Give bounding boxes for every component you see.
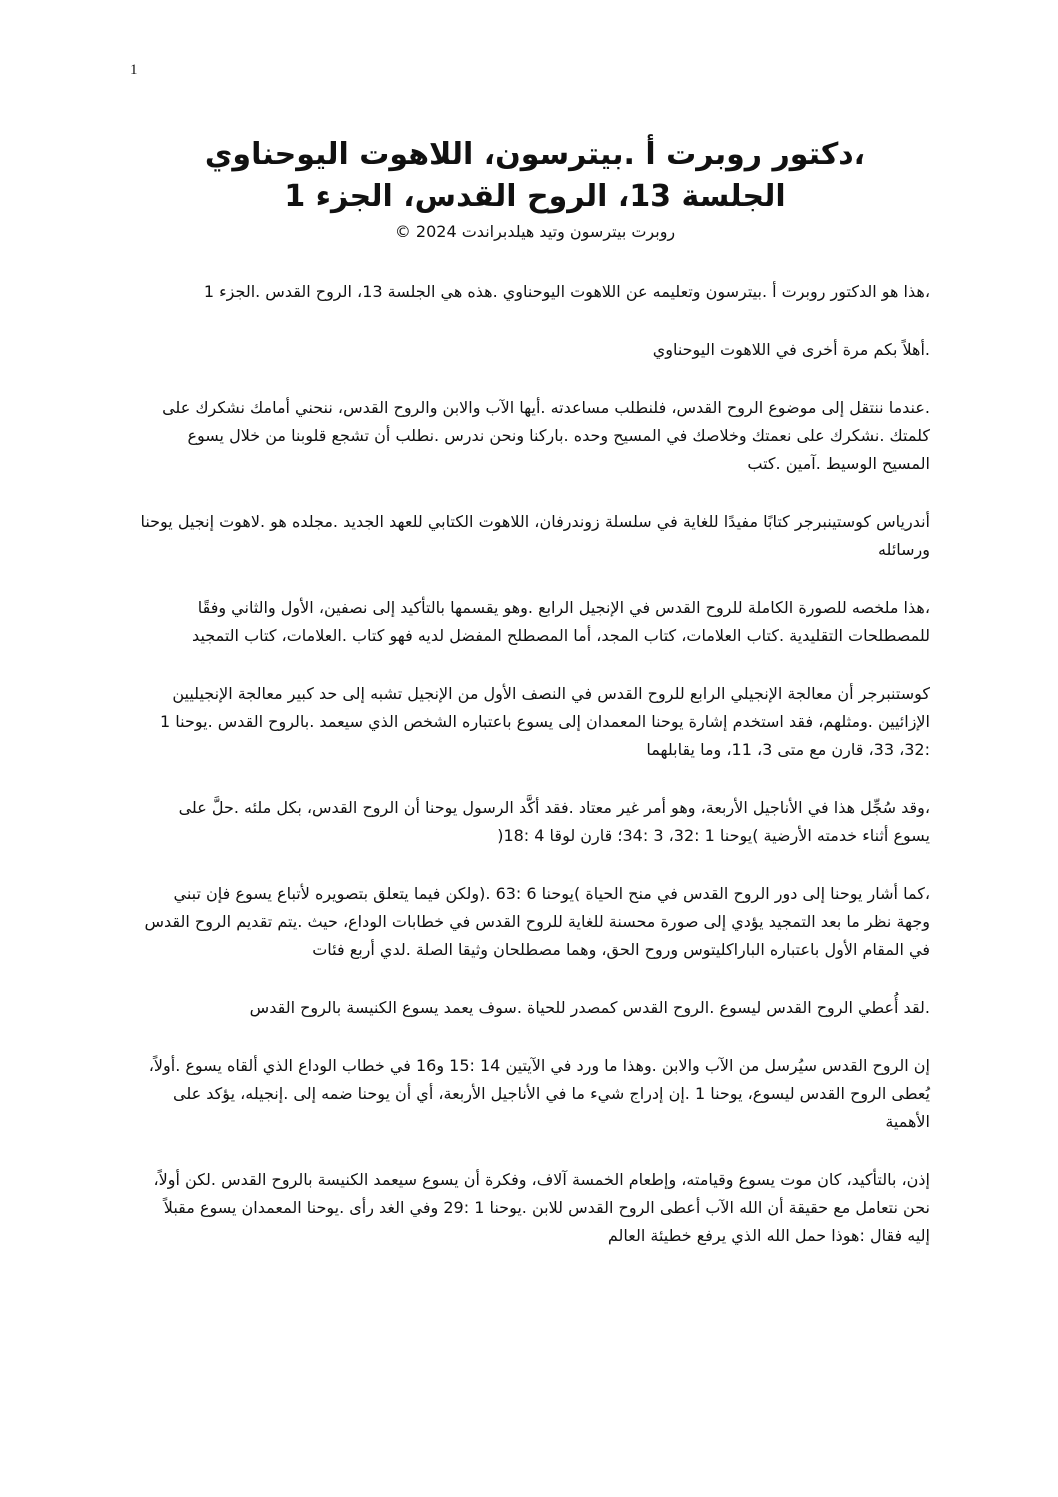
- paragraph-lamb-of-god: إذن، بالتأكيد، كان موت يسوع وقيامته، وإطعام الخمسة آلاف، وفكرة أن يسوع سيعمد الكنيسة بالروح القدس .لكن أولاً، نحن نتعامل مع حقيقة أن الله الآب أعطى الروح القدس للابن .يوحنا 1 :29 وفي الغد رأى .يوحنا المعمدان يسوع مقبلاً إليه فقال :هوذا حمل الله الذي يرفع خطيئة العالم: [153, 1170, 930, 1245]
- paragraph-prayer: .عندما ننتقل إلى موضوع الروح القدس، فلنطلب مساعدته .أيها الآب والابن والروح القدس، ننحني أمامك نشكرك على كلمتك .نشكرك على نعمتك وخلاصك في المسيح وحده .باركنا ونحن ندرس .نطلب أن تشجع قلوبنا من خلال يسوع المسيح الوسيط .آمين .كتب: [162, 398, 930, 473]
- paragraph-categories: .لقد أُعطي الروح القدس ليسوع .الروح القدس كمصدر للحياة .سوف يعمد يسوع الكنيسة بالروح القدس: [249, 998, 930, 1017]
- document-header: [140, 134, 930, 244]
- document-title-line-1: ،دكتور روبرت أ .بيترسون، اللاهوت اليوحناوي: [204, 137, 866, 172]
- paragraph-synoptics: كوستنبرجر أن معالجة الإنجيلي الرابع للروح القدس في النصف الأول من الإنجيل تشبه إلى حد كبير معالجة الإنجيليين الإزائيين .ومثلهم، فقد استخدم إشارة يوحنا المعمدان إلى يسوع باعتباره الشخص الذي سيعمد .بالروح القدس .يوحنا 1 :32، 33، قارن مع متى 3، 11، وما يقابلهما: [159, 684, 930, 759]
- copyright-notice: روبرت بيترسون وتيد هيلدبراندت 2024 ©: [394, 222, 676, 241]
- document-body: [140, 278, 930, 1280]
- paragraph-life-giving: ،كما أشار يوحنا إلى دور الروح القدس في منح الحياة )يوحنا 6 :63 .(ولكن فيما يتعلق بتصويره لأتباع يسوع فإن تبني وجهة نظر ما بعد التمجيد يؤدي إلى صورة محسنة للغاية للروح القدس في خطابات الوداع، حيث .يتم تقديم الروح القدس في المقام الأول باعتباره الباراكليتوس وروح الحق، وهما مصطلحان وثيقا الصلة .لدي أربع فئات: [144, 884, 930, 959]
- paragraph-welcome: .أهلاً بكم مرة أخرى في اللاهوت اليوحناوي: [652, 340, 930, 359]
- document-title-line-2: الجلسة 13، الروح القدس، الجزء 1: [284, 179, 786, 214]
- paragraph-four-gospels: ،وقد سُجِّل هذا في الأناجيل الأربعة، وهو أمر غير معتاد .فقد أكَّد الرسول يوحنا أن الروح القدس، بكل ملئه .حلَّ على يسوع أثناء خدمته الأرضية )يوحنا 1 :32، 3 :34؛ قارن لوقا 4 :18(: [178, 798, 930, 845]
- paragraph-sent-by-father: إن الروح القدس سيُرسل من الآب والابن .وهذا ما ورد في الآيتين 14 :15 و16 في خطاب الوداع الذي ألقاه يسوع .أولاً، يُعطى الروح القدس ليسوع، يوحنا 1 .إن إدراج شيء ما في الأناجيل الأربعة، أي أن يوحنا ضمه إلى .إنجيله، يؤكد على الأهمية: [148, 1056, 930, 1131]
- paragraph-summary: ،هذا ملخصه للصورة الكاملة للروح القدس في الإنجيل الرابع .وهو يقسمها بالتأكيد إلى نصفين، الأول والثاني وفقًا للمصطلحات التقليدية .كتاب العلامات، كتاب المجد، أما المصطلح المفضل لديه فهو كتاب .العلامات، كتاب التمجيد: [192, 598, 930, 645]
- page-number: 1: [130, 62, 138, 78]
- paragraph-kostenberger-book: أندرياس كوستينبرجر كتابًا مفيدًا للغاية في سلسلة زوندرفان، اللاهوت الكتابي للعهد الجديد .مجلده هو .لاهوت إنجيل يوحنا ورسائله: [140, 512, 930, 559]
- paragraph-intro: ،هذا هو الدكتور روبرت أ .بيترسون وتعليمه عن اللاهوت اليوحناوي .هذه هي الجلسة 13، الروح القدس .الجزء 1: [203, 282, 930, 301]
